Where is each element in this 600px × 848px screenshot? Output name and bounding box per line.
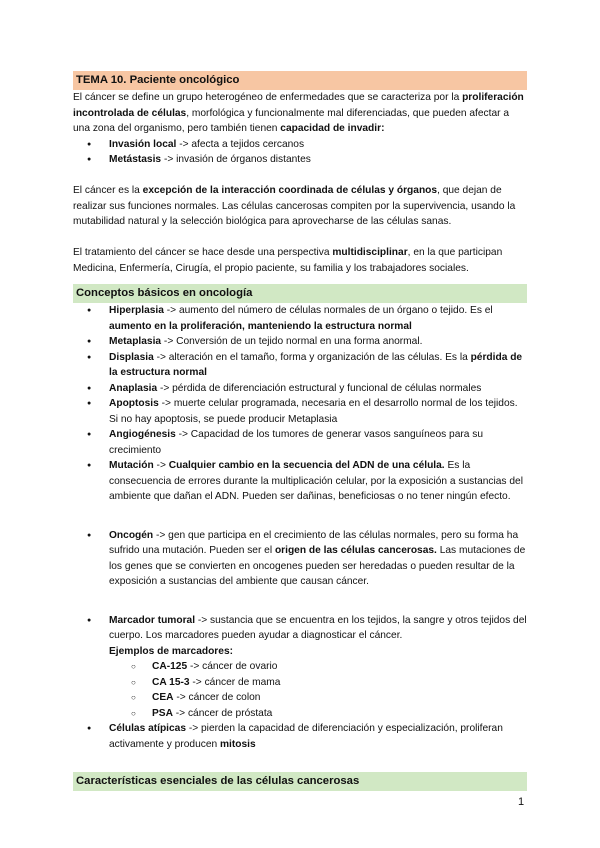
exception-paragraph [73,183,527,230]
list-item [73,350,527,381]
text-run: -> Capacidad de los tumores de generar vasos sanguíneos para su crecimiento [109,429,484,456]
list-item [73,334,527,350]
list-item [109,706,527,722]
section-title-tema: TEMA 10. Paciente oncológico [73,71,527,90]
text-run: Es la consecuencia de errores durante la multiplicación celular, por la exposición a sustancias del ambiente que dañan el ADN. Pueden ser dañinas, beneficiosas o no tener ningún efecto. [109,460,523,502]
bold-text: Células atípicas [109,723,187,734]
list-item [73,721,527,752]
oncogen-list [73,528,527,590]
list-item [109,690,527,706]
bold-text: Displasia [109,351,154,363]
bold-text: pérdida de la estructura normal [109,351,523,378]
bold-text: capacidad de invadir: [280,123,385,134]
text-run: -> gen que participa en el crecimiento de las células normales, pero su forma ha sufrido una mutación. Pueden ser el [109,529,519,556]
bold-text: PSA [152,707,173,719]
text-run: -> alteración en el tamaño, forma y organización de las células. Es la [153,351,471,363]
bold-text: proliferación incontrolada de células [73,92,524,119]
bold-text: mitosis [220,738,256,750]
list-item [109,659,527,675]
text-run: -> sustancia que se encuentra en los tejidos, la sangre y otros tejidos del cuerpo. Los marcadores pueden ayudar a diagnosticar el cáncer. [109,614,527,641]
text-run: -> cáncer de colon [173,692,261,703]
bold-text: Invasión local [109,138,177,150]
bold-text: Metaplasia [109,336,162,347]
bold-text: CA 15-3 [152,676,190,688]
document-page [73,71,527,791]
bold-text: origen de las células cancerosas. [274,545,437,556]
list-item [73,381,527,397]
text-run: , en la que participan Medicina, Enfermería, Cirugía, el propio paciente, su familia y los trabajadores sociales. [73,247,503,274]
text-run: -> pierden la capacidad de diferenciación y especialización, proliferan activamente y producen [109,723,503,750]
list-item [73,152,527,168]
marcador-text [109,615,527,642]
text-run: -> cáncer de próstata [172,707,273,719]
bold-text: excepción de la interacción coordinada de células y órganos [142,185,438,196]
text-run: -> cáncer de ovario [187,661,278,672]
list-item [73,613,527,722]
text-run: Las mutaciones de los genes que se convierten en oncogenes pueden ser heredadas o pueden resultar de la exposición a sustancias del ambiente que causan cáncer. [109,545,526,587]
bold-text: Oncogén [109,529,154,541]
treatment-paragraph [73,245,527,276]
text-run: El cáncer se define un grupo heterogéneo de enfermedades que se caracteriza por la [73,92,463,103]
bold-text: multidisciplinar [332,247,408,258]
ejemplos-list [109,659,527,721]
bold-text: Apoptosis [109,398,159,409]
text-run: -> [153,460,169,471]
ejemplos-label: Ejemplos de marcadores: [109,645,233,657]
list-item [73,528,527,590]
marcador-list [73,613,527,753]
text-run: -> pérdida de diferenciación estructural y funcional de células normales [157,382,482,394]
text-run: -> afecta a tejidos cercanos [176,138,305,150]
text-run: -> aumento del número de células normales de un órgano o tejido. Es el [163,305,493,316]
concepts-list [73,303,527,505]
section-title-conceptos: Conceptos básicos en oncología [73,284,527,303]
bold-text: Metástasis [109,154,162,165]
bold-text: Angiogénesis [109,429,176,440]
list-item [73,458,527,505]
invasion-list [73,137,527,168]
bold-text: Marcador tumoral [109,614,196,626]
text-run: , que dejan de realizar sus funciones normales. Las células cancerosas compiten por la supervivencia, usando la mutabilidad natural y la selección biológica para aprovecharse de las células sanas. [73,185,516,227]
text-run: , morfológica y funcionalmente mal diferenciadas, que pueden afectar a una zona del organismo, pero también tienen [73,107,510,134]
bold-text: CEA [152,692,174,703]
bold-text: CA-125 [152,661,188,672]
bold-text: Anaplasia [109,382,158,394]
text-run: -> cáncer de mama [189,676,281,688]
text-run: El cáncer es la [73,185,143,196]
page-number: 1 [518,796,525,808]
list-item [73,137,527,153]
bold-text: Mutación [109,460,154,471]
section-title-caracteristicas: Características esenciales de las células cancerosas [73,772,527,791]
bold-text: aumento en la proliferación, manteniendo la estructura normal [109,320,412,332]
text-run: El tratamiento del cáncer se hace desde una perspectiva [73,247,333,258]
list-item [73,303,527,334]
bold-text: Hiperplasia [109,305,164,316]
text-run: -> invasión de órganos distantes [161,154,311,165]
text-run: -> Conversión de un tejido normal en una forma anormal. [161,336,423,347]
intro-paragraph [73,90,527,137]
list-item [73,427,527,458]
bold-text: Cualquier cambio en la secuencia del ADN de una célula. [168,460,445,471]
list-item [73,396,527,427]
text-run: -> muerte celular programada, necesaria en el desarrollo normal de los tejidos. Si no hay apoptosis, se puede producir Metaplasia [109,398,518,425]
list-item [109,675,527,691]
